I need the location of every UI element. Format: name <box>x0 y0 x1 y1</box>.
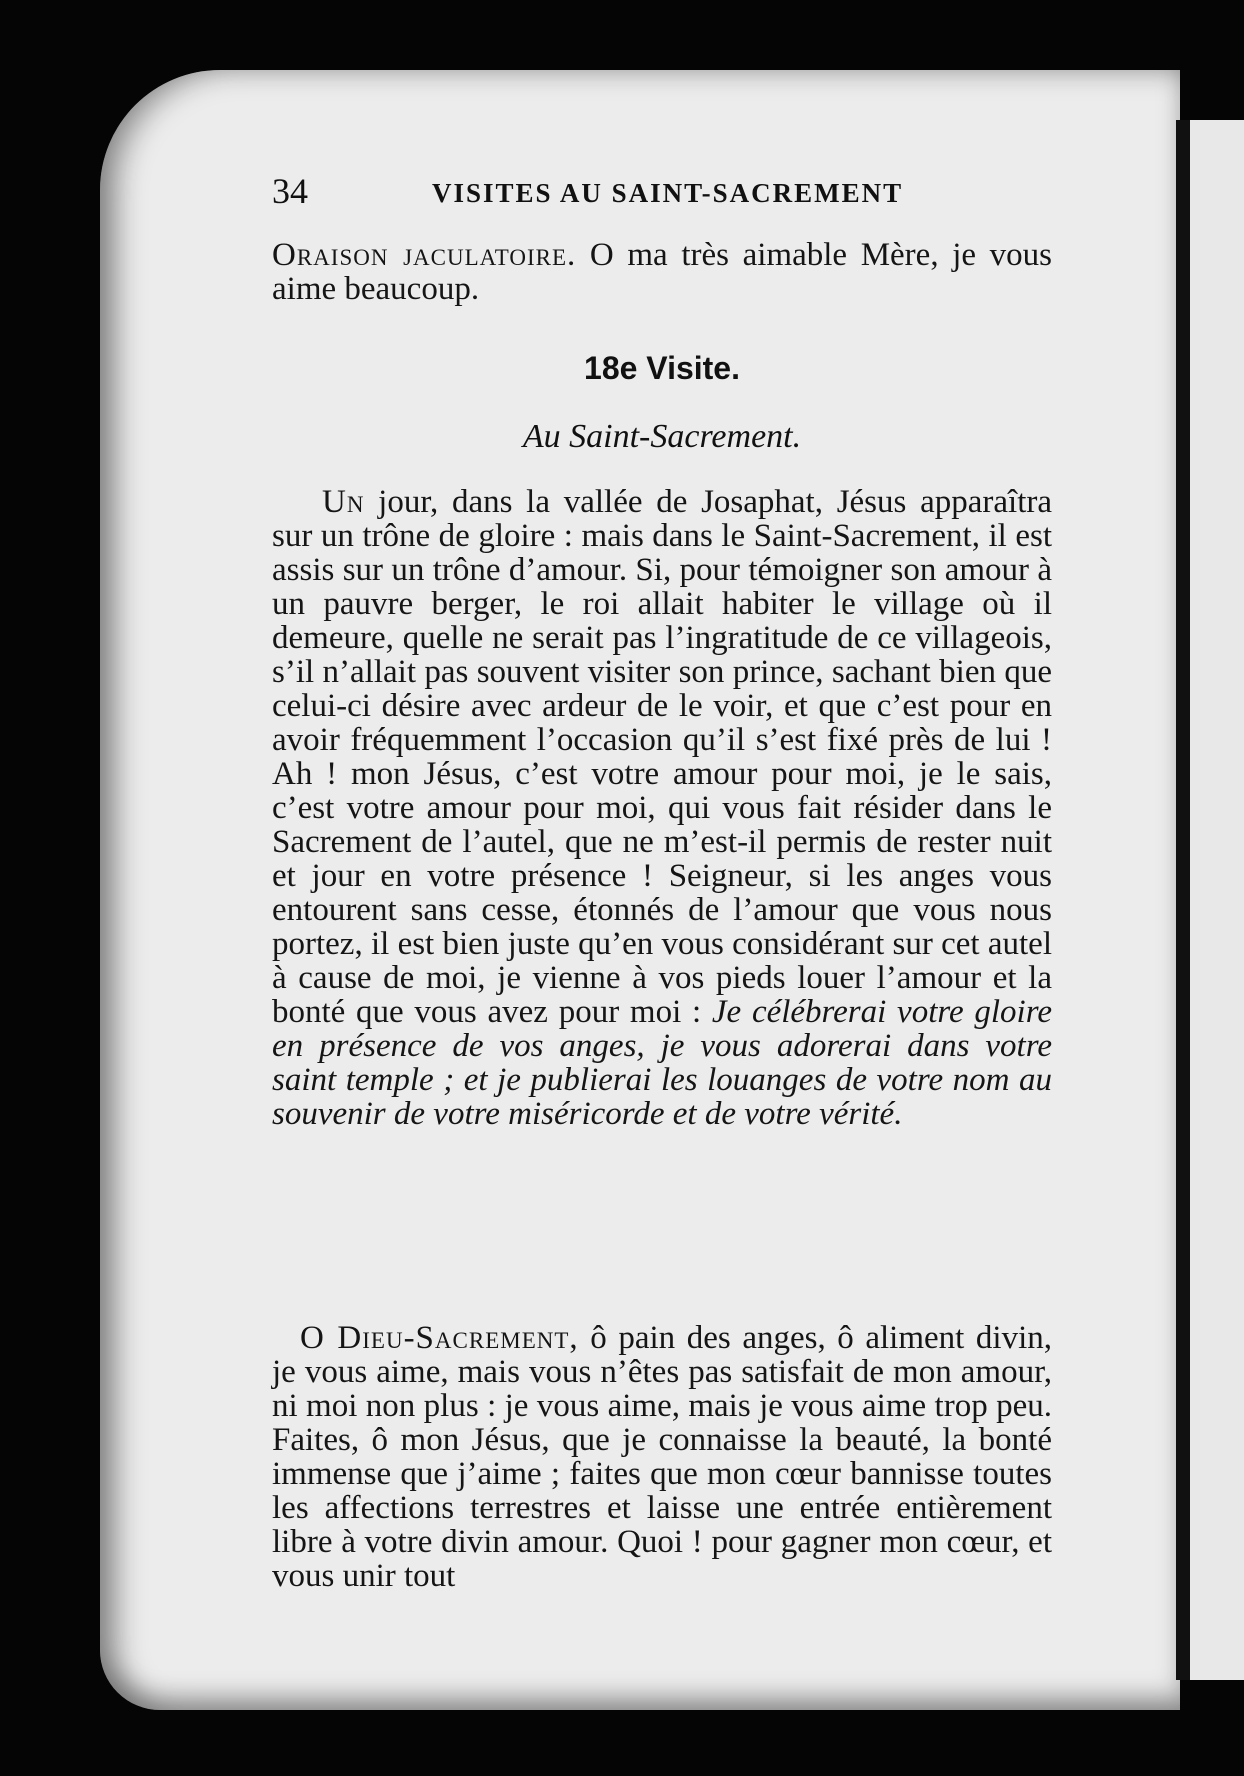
paragraph-1-body: jour, dans la vallée de Josaphat, Jésus apparaîtra sur un trône de gloire : mais dans le Saint-Sacrement, il est assis sur un trône d’amour. Si, pour témoigner son amour à un pauvre berger, le roi allait habiter le village où il demeure, quelle ne serait pas l’ingratitude de ce villageois, s’il n’allait pas souvent visiter son prince, sachant bien que celui-ci désire avec ardeur de le voir, et que c’est pour en avoir fréquemment l’occasion qu’il s’est fixé près de lui ! Ah ! mon Jésus, c’est votre amour pour moi, je le sais, c’est votre amour pour moi, qui vous fait résider dans le Sacrement de l’autel, que ne m’est-il permis de rester nuit et jour en votre présence ! Seigneur, si les anges vous entourent sans cesse, étonnés de l’amour que vous nous portez, il est bien juste qu’en vous considérant sur cet autel à cause de moi, je vienne à vos pieds louer l’amour et la bonté que vous avez pour moi : <box>272 484 1052 1030</box>
paragraph-1 <box>272 485 1052 1131</box>
page-number: 34 <box>272 171 308 211</box>
jaculatory-text: O ma très aimable Mère, je vous aime beaucoup. <box>272 237 1052 307</box>
paragraph-1-quote: Je célébrerai votre gloire en présence de vos anges, je vous adorerai dans votre saint temple ; et je publierai les louanges de votre nom au souvenir de votre miséricorde et de votre vérité. <box>272 994 1052 1132</box>
page-header <box>272 170 1072 220</box>
paragraph-1-lead: Un <box>322 484 365 520</box>
jaculatory-label: Oraison jaculatoire. <box>272 237 577 273</box>
paragraph-2 <box>272 1321 1052 1593</box>
running-title: VISITES AU SAINT-SACREMENT <box>432 178 904 208</box>
jaculatory-prayer <box>272 238 1052 306</box>
paragraph-2-lead: O Dieu-Sacrement, <box>300 1320 579 1356</box>
visit-title: 18e Visite. <box>584 350 740 386</box>
paragraph-2-body: ô pain des anges, ô aliment divin, je vous aime, mais vous n’êtes pas satisfait de mon amour, ni moi non plus : je vous aime, mais je vous aime trop peu. Faites, ô mon Jésus, que je connaisse la beauté, la bonté immense que j’aime ; faites que mon cœur bannisse toutes les affections terrestres et laisse une entrée entièrement libre à votre divin amour. Quoi ! pour gagner mon cœur, et vous unir tout <box>272 1320 1053 1594</box>
visit-subtitle: Au Saint-Sacrement. <box>522 418 802 455</box>
page-gutter <box>1176 120 1190 1680</box>
facing-page <box>1190 120 1244 1680</box>
